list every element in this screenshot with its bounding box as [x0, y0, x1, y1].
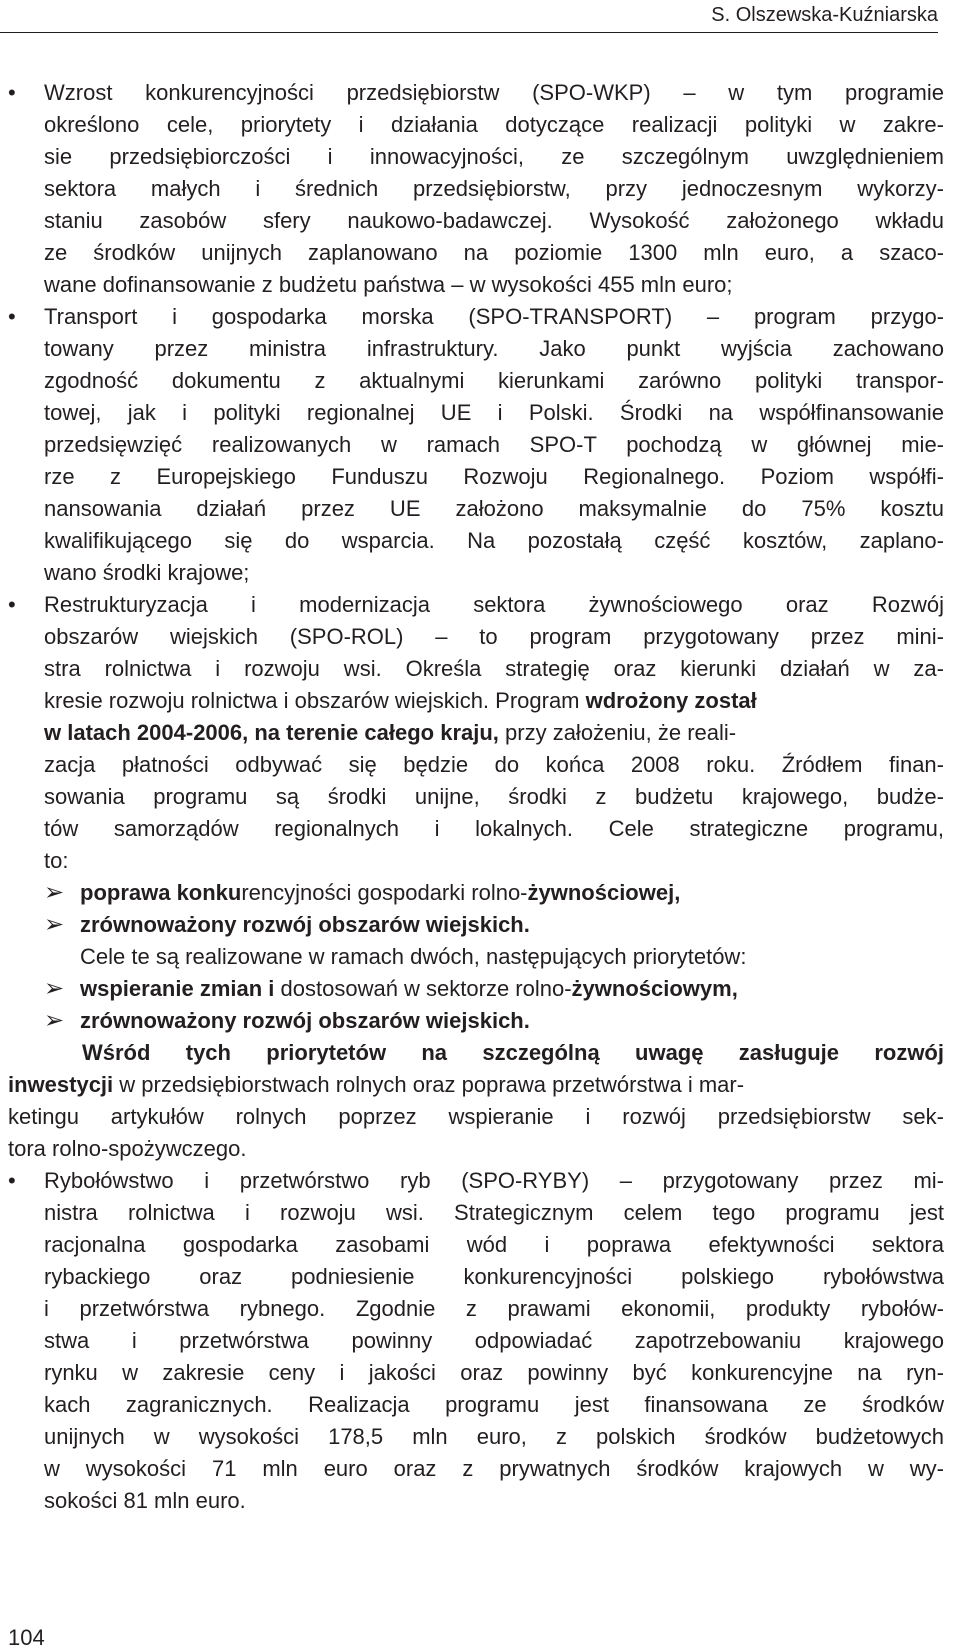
text-line: sowania programu są środki unijne, środki z budżetu krajowego, budże- [44, 784, 944, 809]
text-line: rze z Europejskiego Funduszu Rozwoju Regionalnego. Poziom współfi- [44, 464, 944, 489]
text-line: Restrukturyzacja i modernizacja sektora żywnościowego oraz Rozwój [44, 592, 944, 617]
text-line: tora rolno-spożywczego. [8, 1136, 247, 1161]
bullet-icon: • [8, 1168, 16, 1193]
text-line: nistra rolnictwa i rozwoju wsi. Strategicznym celem tego programu jest [44, 1200, 944, 1225]
text-line: obszarów wiejskich (SPO-ROL) – to program przygotowany przez mini- [44, 624, 944, 649]
text-line: Rybołówstwo i przetwórstwo ryb (SPO-RYBY) – przygotowany przez mi- [44, 1168, 944, 1193]
text-line: Transport i gospodarka morska (SPO-TRANSPORT) – program przygo- [44, 304, 944, 329]
text-line: tów samorządów regionalnych i lokalnych. Cele strategiczne programu, [44, 816, 944, 841]
text-run: kresie rozwoju rolnictwa i obszarów wiejskich. Program [44, 688, 586, 713]
bold-text-run: w latach 2004-2006, na terenie całego kraju, [44, 720, 499, 745]
text-line: Wzrost konkurencyjności przedsiębiorstw (SPO-WKP) – w tym programie [44, 80, 944, 105]
text-line: ketingu artykułów rolnych poprzez wspieranie i rozwój przedsiębiorstw sek- [8, 1104, 944, 1129]
arrow-bullet-icon: ➢ [44, 1007, 65, 1034]
text-line: rynku w zakresie ceny i jakości oraz powinny być konkurencyjne na ryn- [44, 1360, 944, 1385]
bold-text-run: wdrożony został [585, 688, 757, 713]
text-line: kach zagranicznych. Realizacja programu jest finansowana ze środków [44, 1392, 944, 1417]
text-run: dostosowań w sektorze rolno- [274, 976, 572, 1001]
text-line: Cele te są realizowane w ramach dwóch, następujących priorytetów: [80, 944, 747, 969]
bold-text-run: wspieranie zmian i [80, 976, 275, 1001]
text-line: i przetwórstwa rybnego. Zgodnie z prawami ekonomii, produkty rybołów- [44, 1296, 944, 1321]
text-line: rybackiego oraz podniesienie konkurencyjności polskiego rybołówstwa [44, 1264, 944, 1289]
bold-text-run: inwestycji [8, 1072, 114, 1097]
running-header [0, 0, 938, 33]
text-line: wane dofinansowanie z budżetu państwa – w wysokości 455 mln euro; [44, 272, 733, 297]
text-line [80, 877, 680, 908]
bold-text-run: zrównoważony rozwój obszarów wiejskich. [80, 912, 530, 937]
text-line: nansowania działań przez UE założono maksymalnie do 75% kosztu [44, 496, 944, 521]
text-line: zgodność dokumentu z aktualnymi kierunkami zarówno polityki transpor- [44, 368, 944, 393]
running-title: S. Olszewska-Kuźniarska [711, 4, 938, 26]
arrow-bullet-icon: ➢ [44, 879, 65, 906]
text-run: rencyjności gospodarki rolno- [241, 880, 528, 905]
arrow-bullet-icon: ➢ [44, 975, 65, 1002]
text-line: kwalifikującego się do wsparcia. Na pozostałą część kosztów, zaplano- [44, 528, 944, 553]
text-line [44, 685, 757, 716]
text-line: określono cele, priorytety i działania dotyczące realizacji polityki w zakre- [44, 112, 944, 137]
bold-text-run: Wśród tych priorytetów na szczególną uwagę zasługuje rozwój [82, 1040, 944, 1065]
text-line: zacja płatności odbywać się będzie do końca 2008 roku. Źródłem finan- [44, 752, 944, 777]
text-line: sektora małych i średnich przedsiębiorstw, przy jednoczesnym wykorzy- [44, 176, 944, 201]
text-run: przy założeniu, że reali- [498, 720, 737, 745]
text-line: przedsięwzięć realizowanych w ramach SPO-T pochodzą w głównej mie- [44, 432, 944, 457]
bullet-icon: • [8, 304, 16, 329]
text-line: wano środki krajowe; [44, 560, 250, 585]
bold-text-run: żywnościowym, [571, 976, 738, 1001]
text-line [80, 973, 738, 1004]
bold-text-run: żywnościowej, [527, 880, 681, 905]
text-line: w wysokości 71 mln euro oraz z prywatnych środków krajowych w wy- [44, 1456, 944, 1481]
text-line: towej, jak i polityki regionalnej UE i Polski. Środki na współfinansowanie [44, 400, 944, 425]
text-line [80, 1005, 530, 1036]
text-line [8, 1069, 744, 1100]
text-line: ze środków unijnych zaplanowano na poziomie 1300 mln euro, a szaco- [44, 240, 944, 265]
bullet-icon: • [8, 592, 16, 617]
text-line: racjonalna gospodarka zasobami wód i poprawa efektywności sektora [44, 1232, 944, 1257]
text-line: staniu zasobów sfery naukowo-badawczej. Wysokość założonego wkładu [44, 208, 944, 233]
text-line [82, 1037, 944, 1068]
text-line: towany przez ministra infrastruktury. Jako punkt wyjścia zachowano [44, 336, 944, 361]
text-line: stwa i przetwórstwa powinny odpowiadać zapotrzebowaniu krajowego [44, 1328, 944, 1353]
bold-text-run: poprawa konku [80, 880, 242, 905]
bullet-icon: • [8, 80, 16, 105]
text-line [44, 717, 736, 748]
page-number: 104 [8, 1625, 45, 1650]
text-line: to: [44, 848, 69, 873]
text-run: w przedsiębiorstwach rolnych oraz poprawa przetwórstwa i mar- [113, 1072, 745, 1097]
text-line: sie przedsiębiorczości i innowacyjności, ze szczególnym uwzględnieniem [44, 144, 944, 169]
text-line [80, 909, 530, 940]
text-line: sokości 81 mln euro. [44, 1488, 246, 1513]
arrow-bullet-icon: ➢ [44, 911, 65, 938]
text-line: unijnych w wysokości 178,5 mln euro, z polskich środków budżetowych [44, 1424, 944, 1449]
text-line: stra rolnictwa i rozwoju wsi. Określa strategię oraz kierunki działań w za- [44, 656, 944, 681]
bold-text-run: zrównoważony rozwój obszarów wiejskich. [80, 1008, 530, 1033]
